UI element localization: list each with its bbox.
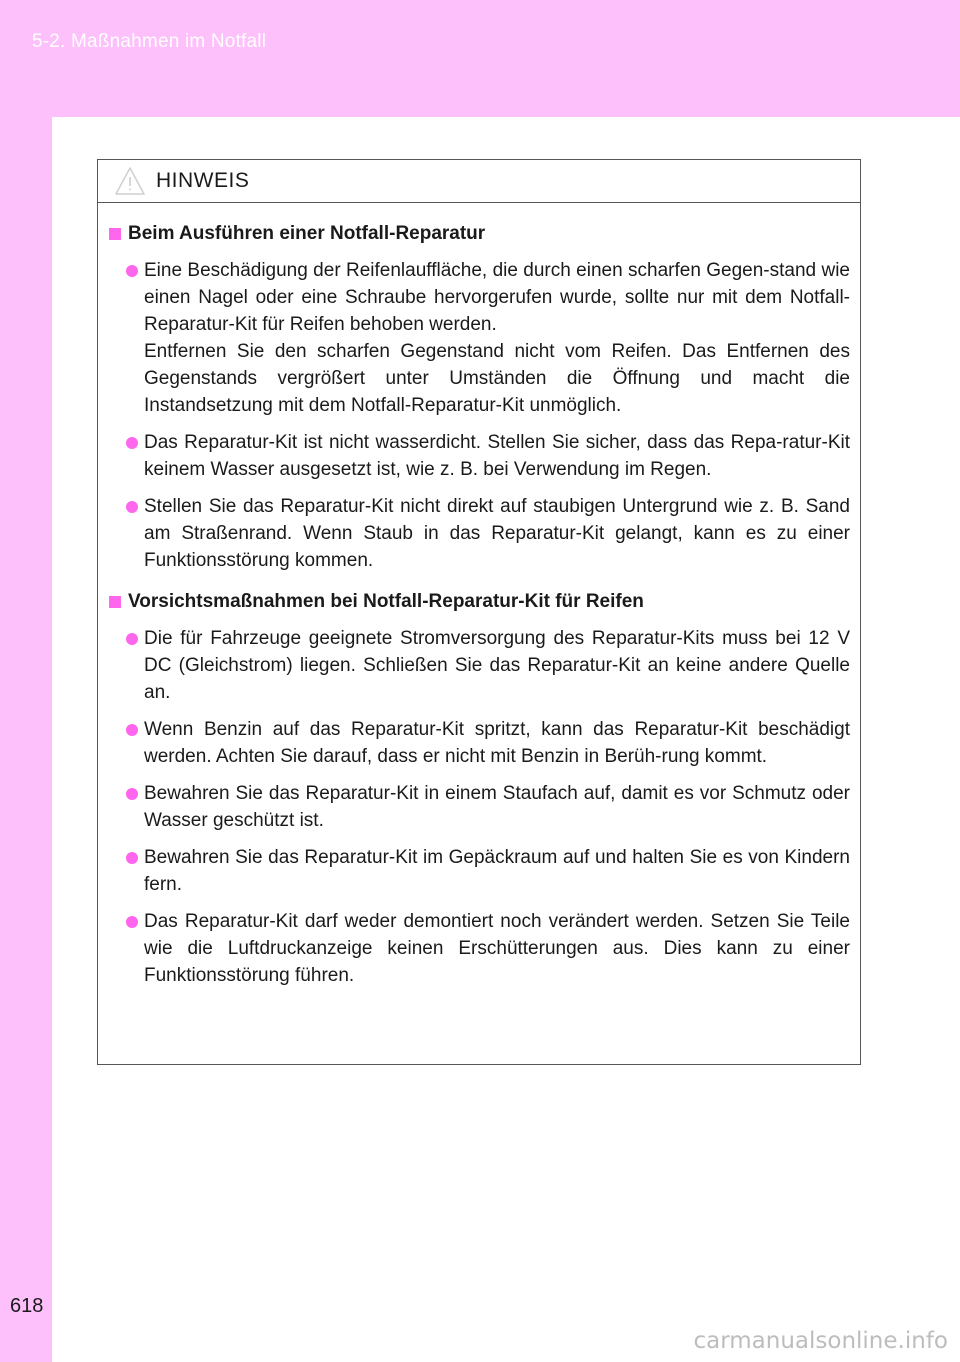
- notice-section: [98, 220, 852, 574]
- item-paragraph: Stellen Sie das Reparatur-Kit nicht direkt auf staubigen Untergrund wie z. B. Sand am Straßenrand. Wenn Staub in das Reparatur-Kit gelangt, kann es zu einer Funktionsstörung kommen.: [144, 496, 850, 571]
- list-item: [98, 844, 852, 898]
- section-heading: [98, 588, 852, 615]
- square-bullet-icon: [109, 228, 121, 240]
- notice-section: [98, 588, 852, 989]
- list-item: [98, 716, 852, 770]
- circle-bullet-icon: [126, 852, 138, 864]
- list-item: [98, 257, 852, 419]
- item-paragraph: Die für Fahrzeuge geeignete Stromversorgung des Reparatur-Kits muss bei 12 V DC (Gleichstrom) liegen. Schließen Sie das Reparatur-Kit an keine andere Quelle an.: [144, 628, 850, 703]
- circle-bullet-icon: [126, 633, 138, 645]
- section-title: 5-2. Maßnahmen im Notfall: [32, 31, 267, 52]
- circle-bullet-icon: [126, 437, 138, 449]
- square-bullet-icon: [109, 596, 121, 608]
- page-sidebar: [0, 117, 52, 1362]
- circle-bullet-icon: [126, 788, 138, 800]
- section-heading-text: Vorsichtsmaßnahmen bei Notfall-Reparatur-Kit für Reifen: [128, 591, 644, 612]
- list-item: [98, 429, 852, 483]
- list-item: [98, 780, 852, 834]
- item-paragraph: Das Reparatur-Kit darf weder demontiert noch verändert werden. Setzen Sie Teile wie die Luftdruckanzeige keinen Erschütterungen aus. Dies kann zu einer Funktionsstörung führen.: [144, 911, 850, 986]
- circle-bullet-icon: [126, 265, 138, 277]
- item-paragraph: Eine Beschädigung der Reifenlauffläche, die durch einen scharfen Gegen-stand wie einen Nagel oder eine Schraube hervorgerufen wurde, sollte nur mit dem Notfall-Reparatur-Kit für Reifen behoben werden.: [144, 260, 850, 335]
- watermark: carmanualsonline.info: [693, 1328, 948, 1354]
- section-heading-text: Beim Ausführen einer Notfall-Reparatur: [128, 223, 486, 244]
- page-number: 618: [10, 1295, 44, 1317]
- item-paragraph: Entfernen Sie den scharfen Gegenstand nicht vom Reifen. Das Entfernen des Gegenstands vergrößert unter Umständen die Öffnung und macht die Instandsetzung mit dem Notfall-Reparatur-Kit unmöglich.: [144, 341, 850, 416]
- list-item: [98, 908, 852, 989]
- notice-header: [98, 160, 860, 203]
- circle-bullet-icon: [126, 724, 138, 736]
- list-item: [98, 625, 852, 706]
- circle-bullet-icon: [126, 916, 138, 928]
- item-paragraph: Wenn Benzin auf das Reparatur-Kit spritzt, kann das Reparatur-Kit beschädigt werden. Achten Sie darauf, dass er nicht mit Benzin in Berüh-rung kommt.: [144, 719, 850, 767]
- notice-box: [97, 159, 861, 1065]
- section-heading: [98, 220, 852, 247]
- warning-triangle-icon: [113, 165, 147, 197]
- notice-title: HINWEIS: [156, 169, 250, 192]
- item-paragraph: Das Reparatur-Kit ist nicht wasserdicht. Stellen Sie sicher, dass das Repa-ratur-Kit keinem Wasser ausgesetzt ist, wie z. B. bei Verwendung im Regen.: [144, 432, 850, 480]
- list-item: [98, 493, 852, 574]
- item-paragraph: Bewahren Sie das Reparatur-Kit im Gepäckraum auf und halten Sie es von Kindern fern.: [144, 847, 850, 895]
- page-header: [0, 0, 960, 117]
- circle-bullet-icon: [126, 501, 138, 513]
- notice-body: [98, 203, 860, 989]
- item-paragraph: Bewahren Sie das Reparatur-Kit in einem Staufach auf, damit es vor Schmutz oder Wasser geschützt ist.: [144, 783, 850, 831]
